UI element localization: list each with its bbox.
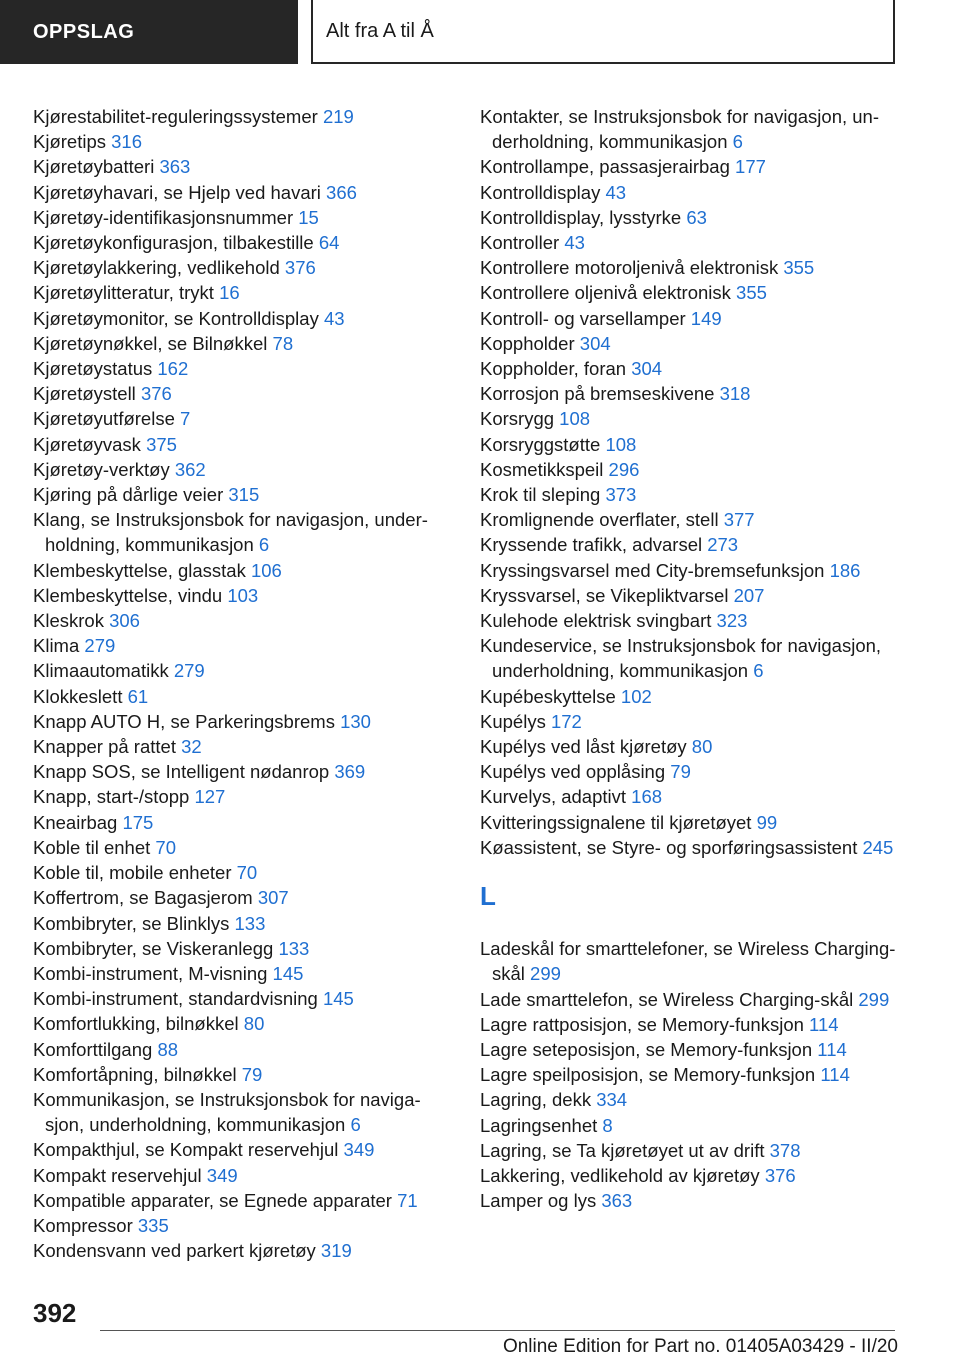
index-entry-page-link[interactable]: 376 bbox=[140, 383, 172, 405]
index-entry-term: Kontroller bbox=[480, 232, 560, 254]
index-entry-term: Kjøretøymonitor, se Kontrolldisplay bbox=[33, 307, 319, 329]
index-entry bbox=[33, 658, 453, 683]
index-entry bbox=[33, 1188, 453, 1213]
index-entry bbox=[33, 684, 453, 709]
index-entry bbox=[480, 331, 900, 356]
index-entry-page-link[interactable]: 127 bbox=[194, 786, 226, 808]
index-entry-term: Kjøretøylakkering, vedlikehold bbox=[33, 257, 280, 279]
index-entry bbox=[33, 1037, 453, 1062]
index-entry-page-link[interactable]: 133 bbox=[278, 937, 310, 959]
index-entry bbox=[33, 406, 453, 431]
index-entry-page-link[interactable]: 376 bbox=[284, 257, 316, 279]
index-letter-heading: L bbox=[480, 881, 496, 912]
index-entry bbox=[33, 986, 453, 1011]
index-entry-page-link[interactable]: 323 bbox=[716, 610, 748, 632]
index-entry bbox=[33, 961, 453, 986]
index-entry-page-link[interactable]: 335 bbox=[137, 1214, 169, 1236]
index-entry-page-link[interactable]: 80 bbox=[691, 736, 713, 758]
index-entry-page-link[interactable]: 103 bbox=[227, 584, 259, 606]
index-entry-page-link[interactable]: 373 bbox=[605, 484, 637, 506]
index-entry bbox=[33, 432, 453, 457]
index-entry bbox=[33, 734, 453, 759]
index-entry-term: Kontrollampe, passasjerairbag bbox=[480, 156, 730, 178]
index-entry-term: Kulehode elektrisk svingbart bbox=[480, 610, 712, 632]
index-entry-term: Komfortåpning, bilnøkkel bbox=[33, 1063, 237, 1085]
index-entry bbox=[480, 356, 900, 381]
index-entry-term: Kompakthjul, se Kompakt reservehjul bbox=[33, 1139, 339, 1161]
index-entry-page-link[interactable]: 108 bbox=[605, 433, 637, 455]
index-entry bbox=[33, 482, 453, 507]
index-entry-term: Korsryggstøtte bbox=[480, 433, 601, 455]
index-entry-term: Korrosjon på bremseskivene bbox=[480, 383, 715, 405]
index-entry bbox=[480, 306, 900, 331]
index-entry-page-link[interactable]: 349 bbox=[343, 1139, 375, 1161]
index-entry-term: Klima bbox=[33, 635, 80, 657]
index-entry-term: Koppholder bbox=[480, 332, 575, 354]
index-entry-page-link[interactable]: 149 bbox=[690, 307, 722, 329]
index-entry-term: Knapp, start-/stopp bbox=[33, 786, 190, 808]
index-entry-term: Kontakter, se Instruksjonsbok for navigasjon, underholdning, kommunikasjon bbox=[480, 106, 880, 153]
index-column-left bbox=[33, 104, 453, 1263]
index-entry bbox=[33, 1087, 453, 1137]
index-entry bbox=[480, 457, 900, 482]
index-entry bbox=[480, 180, 900, 205]
index-entry-page-link[interactable]: 79 bbox=[670, 761, 691, 783]
index-entry-page-link[interactable]: 162 bbox=[157, 358, 189, 380]
index-entry-page-link[interactable]: 70 bbox=[236, 862, 258, 884]
index-entry bbox=[480, 583, 900, 608]
index-entry-page-link[interactable]: 8 bbox=[602, 1114, 613, 1136]
index-entry-term: Kundeservice, se Instruksjonsbok for navigasjon, underholdning, kommunikasjon bbox=[480, 635, 882, 682]
index-entry-term: Kryssvarsel, se Vikepliktvarsel bbox=[480, 584, 729, 606]
index-entry-term: Kjøretøyvask bbox=[33, 433, 141, 455]
index-entry-page-link[interactable]: 306 bbox=[109, 610, 140, 632]
index-entry-page-link[interactable]: 378 bbox=[769, 1139, 801, 1161]
index-entry-term: Klang, se Instruksjonsbok for navigasjon, underholdning, kommunikasjon bbox=[33, 509, 428, 556]
index-entry bbox=[480, 1062, 900, 1087]
index-entry-term: Kryssingsvarsel med City-bremsefunksjon bbox=[480, 559, 825, 581]
index-entry-term: Koppholder, foran bbox=[480, 358, 627, 380]
index-entry-term: Lagring, dekk bbox=[480, 1089, 592, 1111]
index-entry-term: Komfortlukking, bilnøkkel bbox=[33, 1013, 239, 1035]
index-entry-term: Klimaautomatikk bbox=[33, 660, 169, 682]
index-entry bbox=[33, 280, 453, 305]
index-entry bbox=[33, 180, 453, 205]
index-entry bbox=[33, 356, 453, 381]
index-entry-page-link[interactable]: 79 bbox=[241, 1063, 263, 1085]
index-entry-term: Kjøretøykonfigurasjon, tilbakestille bbox=[33, 232, 314, 254]
index-entry-page-link[interactable]: 363 bbox=[601, 1190, 633, 1212]
index-entry-page-link[interactable]: 64 bbox=[318, 232, 340, 254]
index-entry-term: Lade smarttelefon, se Wireless Charging-skål bbox=[480, 988, 854, 1010]
section-tab: OPPSLAG bbox=[0, 0, 298, 64]
index-entry-page-link[interactable]: 207 bbox=[733, 584, 765, 606]
index-entry-term: Kvitteringssignalene til kjøretøyet bbox=[480, 811, 752, 833]
index-entry-page-link[interactable]: 7 bbox=[180, 408, 191, 430]
index-entry bbox=[480, 1163, 900, 1188]
index-entry-term: Kosmetikkspeil bbox=[480, 458, 604, 480]
index-entry-term: Kombi-instrument, M-visning bbox=[33, 962, 268, 984]
index-entry-term: Kontrolldisplay, lysstyrke bbox=[480, 206, 682, 228]
index-entry bbox=[480, 1037, 900, 1062]
index-entry-term: Kupébeskyttelse bbox=[480, 685, 616, 707]
index-entry-page-link[interactable]: 304 bbox=[631, 358, 663, 380]
index-entry-term: Kupélys ved opplåsing bbox=[480, 761, 666, 783]
index-entry-term: Knapper på rattet bbox=[33, 736, 176, 758]
index-entry-page-link[interactable]: 145 bbox=[272, 962, 304, 984]
index-entry-term: Lamper og lys bbox=[480, 1190, 597, 1212]
index-entry bbox=[33, 1011, 453, 1036]
index-entry-term: Klembeskyttelse, vindu bbox=[33, 584, 223, 606]
index-entry-term: Lakkering, vedlikehold av kjøretøy bbox=[480, 1164, 760, 1186]
index-entry-term: Lagring, se Ta kjøretøyet ut av drift bbox=[480, 1139, 765, 1161]
index-entry bbox=[33, 759, 453, 784]
index-entry-page-link[interactable]: 6 bbox=[258, 534, 270, 556]
index-entry-page-link[interactable]: 6 bbox=[732, 131, 743, 153]
index-entry-term: Lagre speilposisjon, se Memory-funksjon bbox=[480, 1064, 816, 1086]
index-entry-term: Kjøretips bbox=[33, 131, 106, 153]
index-entry-page-link[interactable]: 279 bbox=[173, 660, 205, 682]
index-entry-term: Ladeskål for smarttelefoner, se Wireless Charging-skål bbox=[480, 938, 896, 985]
index-entry bbox=[480, 532, 900, 557]
index-entry-term: Kompatible apparater, se Egnede apparater bbox=[33, 1189, 392, 1211]
index-entry bbox=[480, 784, 900, 809]
index-entry-page-link[interactable]: 376 bbox=[764, 1164, 796, 1186]
index-entry bbox=[480, 1113, 900, 1138]
index-entry bbox=[33, 255, 453, 280]
index-entry-page-link[interactable]: 375 bbox=[146, 433, 177, 455]
index-entry bbox=[33, 558, 453, 583]
index-entry-page-link[interactable]: 273 bbox=[707, 534, 739, 556]
index-entry-term: Kombi-instrument, standardvisning bbox=[33, 988, 318, 1010]
index-entry-term: Koffertrom, se Bagasjerom bbox=[33, 887, 253, 909]
index-entry bbox=[480, 709, 900, 734]
index-entry-page-link[interactable]: 6 bbox=[350, 1114, 361, 1136]
index-entry-page-link[interactable]: 219 bbox=[322, 106, 354, 127]
index-entry-page-link[interactable]: 130 bbox=[340, 710, 371, 732]
index-entry bbox=[480, 205, 900, 230]
index-entry bbox=[33, 885, 453, 910]
index-entry-page-link[interactable]: 99 bbox=[756, 811, 778, 833]
index-entry-page-link[interactable]: 299 bbox=[858, 988, 890, 1010]
index-entry-page-link[interactable]: 114 bbox=[809, 1013, 839, 1035]
index-entry-page-link[interactable]: 6 bbox=[753, 660, 764, 682]
index-entry bbox=[33, 810, 453, 835]
index-entry-term: Koble til, mobile enheter bbox=[33, 862, 232, 884]
index-entry-term: Kjøretøybatteri bbox=[33, 156, 155, 178]
index-entry bbox=[480, 558, 900, 583]
index-entry-term: Kjøretøyhavari, se Hjelp ved havari bbox=[33, 181, 321, 203]
index-entry-term: Kurvelys, adaptivt bbox=[480, 786, 627, 808]
index-entry-term: Kontrollere oljenivå elektronisk bbox=[480, 282, 731, 304]
index-entry-term: Kjøretøyutførelse bbox=[33, 408, 175, 430]
index-entry bbox=[33, 633, 453, 658]
index-entry-term: Kjøretøystatus bbox=[33, 358, 153, 380]
index-entry-term: Kontrolldisplay bbox=[480, 181, 601, 203]
index-entry bbox=[480, 759, 900, 784]
index-entry bbox=[480, 608, 900, 633]
index-entry-page-link[interactable]: 102 bbox=[620, 685, 652, 707]
index-entry bbox=[33, 1062, 453, 1087]
index-entry bbox=[480, 633, 900, 683]
index-entry bbox=[480, 1138, 900, 1163]
footer-edition: Online Edition for Part no. 01405A03429 - II/20 bbox=[502, 1336, 898, 1357]
index-entry bbox=[480, 432, 900, 457]
index-entry-page-link[interactable]: 114 bbox=[817, 1038, 847, 1060]
index-entry bbox=[480, 104, 900, 154]
index-entry-term: Køassistent, se Styre- og sporføringsassistent bbox=[480, 836, 858, 858]
index-entry-page-link[interactable]: 43 bbox=[605, 181, 627, 203]
index-entry bbox=[33, 709, 453, 734]
index-entry-page-link[interactable]: 319 bbox=[320, 1240, 352, 1262]
index-entry-term: Kompressor bbox=[33, 1214, 133, 1236]
index-entry-page-link[interactable]: 316 bbox=[111, 131, 143, 153]
index-entry bbox=[480, 255, 900, 280]
index-entry bbox=[33, 583, 453, 608]
index-entry-page-link[interactable]: 175 bbox=[122, 811, 154, 833]
index-entry-page-link[interactable]: 349 bbox=[206, 1164, 238, 1186]
index-entry-term: Knapp SOS, se Intelligent nødanrop bbox=[33, 761, 330, 783]
index-entry bbox=[480, 154, 900, 179]
index-entry bbox=[480, 230, 900, 255]
index-entry bbox=[480, 280, 900, 305]
index-entry-page-link[interactable]: 15 bbox=[298, 206, 319, 228]
index-entry-term: Kupélys ved låst kjøretøy bbox=[480, 736, 687, 758]
index-entry-term: Kjørestabilitet-reguleringssystemer bbox=[33, 106, 318, 127]
footer-divider bbox=[100, 1330, 895, 1331]
index-entry-page-link[interactable]: 369 bbox=[334, 761, 366, 783]
index-entry-page-link[interactable]: 296 bbox=[608, 458, 640, 480]
index-entry bbox=[480, 406, 900, 431]
chapter-title: Alt fra A til Å bbox=[311, 0, 895, 64]
page-number: 392 bbox=[33, 1298, 77, 1328]
index-entry-page-link[interactable]: 245 bbox=[862, 836, 894, 858]
index-entry-term: Kontroll- og varsellamper bbox=[480, 307, 686, 329]
index-entry-page-link[interactable]: 106 bbox=[250, 559, 282, 581]
index-entry bbox=[480, 482, 900, 507]
index-entry bbox=[480, 810, 900, 835]
index-entry bbox=[33, 936, 453, 961]
index-entry bbox=[33, 911, 453, 936]
index-entry-page-link[interactable]: 108 bbox=[559, 408, 591, 430]
index-entry-term: Krok til sleping bbox=[480, 484, 601, 506]
index-entry-term: Kjøretøynøkkel, se Bilnøkkel bbox=[33, 332, 268, 354]
index-entry-page-link[interactable]: 355 bbox=[783, 257, 815, 279]
index-entry-term: Kjøretøy-identifikasjonsnummer bbox=[33, 206, 294, 228]
index-entry bbox=[33, 860, 453, 885]
index-entry-page-link[interactable]: 299 bbox=[530, 963, 561, 985]
index-entry bbox=[33, 331, 453, 356]
index-entry-page-link[interactable]: 43 bbox=[323, 307, 345, 329]
index-entry bbox=[33, 381, 453, 406]
index-entry-term: Kjøretøy-verktøy bbox=[33, 458, 170, 480]
index-entry-term: Kombibryter, se Viskeranlegg bbox=[33, 937, 274, 959]
index-entry-term: Kompakt reservehjul bbox=[33, 1164, 202, 1186]
index-entry bbox=[33, 129, 453, 154]
index-entry-term: Kontrollere motoroljenivå elektronisk bbox=[480, 257, 779, 279]
index-entry-term: Korsrygg bbox=[480, 408, 555, 430]
index-entry-term: Kneairbag bbox=[33, 811, 118, 833]
index-entry-page-link[interactable]: 114 bbox=[820, 1064, 850, 1086]
index-entry-page-link[interactable]: 61 bbox=[127, 685, 149, 707]
index-entry bbox=[33, 1163, 453, 1188]
index-entry-page-link[interactable]: 145 bbox=[322, 988, 354, 1010]
index-entry bbox=[33, 1238, 453, 1263]
index-entry bbox=[33, 154, 453, 179]
index-entry bbox=[33, 784, 453, 809]
index-entry bbox=[33, 1137, 453, 1162]
index-entry-page-link[interactable]: 168 bbox=[631, 786, 663, 808]
index-entry-term: Lagre rattposisjon, se Memory-funksjon bbox=[480, 1013, 804, 1035]
index-entry-term: Kondensvann ved parkert kjøretøy bbox=[33, 1240, 316, 1262]
index-entry-page-link[interactable]: 279 bbox=[84, 635, 116, 657]
index-entry-page-link[interactable]: 177 bbox=[735, 156, 766, 178]
index-entry-page-link[interactable]: 80 bbox=[243, 1013, 265, 1035]
index-entry-term: Knapp AUTO H, se Parkeringsbrems bbox=[33, 710, 335, 732]
index-entry-term: Kupélys bbox=[480, 710, 546, 732]
index-entry-page-link[interactable]: 355 bbox=[736, 282, 767, 304]
index-entry-term: Kromlignende overflater, stell bbox=[480, 509, 719, 531]
index-entry-term: Kommunikasjon, se Instruksjonsbok for navigasjon, underholdning, kommunikasjon bbox=[33, 1088, 421, 1136]
index-entry-page-link[interactable]: 363 bbox=[159, 156, 191, 178]
index-entry-term: Komforttilgang bbox=[33, 1038, 153, 1060]
index-entry-term: Lagre seteposisjon, se Memory-funksjon bbox=[480, 1038, 813, 1060]
index-entry-page-link[interactable]: 133 bbox=[234, 912, 266, 934]
index-entry-page-link[interactable]: 32 bbox=[181, 736, 202, 758]
index-entry bbox=[480, 1012, 900, 1037]
index-entry-term: Kombibryter, se Blinklys bbox=[33, 912, 230, 934]
index-entry bbox=[480, 987, 900, 1012]
index-entry-page-link[interactable]: 307 bbox=[257, 887, 289, 909]
index-entry-page-link[interactable]: 304 bbox=[579, 332, 611, 354]
index-entry bbox=[480, 684, 900, 709]
index-entry-page-link[interactable]: 88 bbox=[157, 1038, 179, 1060]
index-entry-page-link[interactable]: 186 bbox=[829, 559, 861, 581]
index-entry-term: Kjøring på dårlige veier bbox=[33, 484, 224, 506]
index-entry bbox=[33, 835, 453, 860]
index-entry bbox=[480, 936, 900, 986]
index-entry-term: Klokkeslett bbox=[33, 685, 123, 707]
index-entry-term: Kleskrok bbox=[33, 610, 104, 632]
index-entry bbox=[33, 205, 453, 230]
index-entry-page-link[interactable]: 315 bbox=[228, 484, 260, 506]
index-entry bbox=[33, 608, 453, 633]
index-entry-term: Koble til enhet bbox=[33, 836, 151, 858]
index-entry bbox=[480, 734, 900, 759]
index-entry-page-link[interactable]: 70 bbox=[155, 836, 176, 858]
index-column-right bbox=[480, 104, 900, 1213]
index-entry bbox=[480, 507, 900, 532]
index-entry-page-link[interactable]: 71 bbox=[397, 1189, 418, 1211]
index-entry bbox=[33, 507, 453, 557]
index-entry-page-link[interactable]: 78 bbox=[272, 332, 294, 354]
index-entry bbox=[33, 104, 453, 129]
index-entry-page-link[interactable]: 16 bbox=[219, 282, 240, 304]
index-entry bbox=[480, 835, 900, 860]
index-entry-term: Kjøretøystell bbox=[33, 383, 136, 405]
index-entry-page-link[interactable]: 377 bbox=[723, 509, 755, 531]
index-entry-page-link[interactable]: 172 bbox=[550, 710, 582, 732]
index-entry-term: Lagringsenhet bbox=[480, 1114, 598, 1136]
index-entry bbox=[480, 1087, 900, 1112]
index-entry bbox=[33, 230, 453, 255]
index-entry-page-link[interactable]: 63 bbox=[686, 206, 707, 228]
index-entry-page-link[interactable]: 362 bbox=[174, 458, 206, 480]
index-entry bbox=[33, 457, 453, 482]
index-entry bbox=[480, 1188, 900, 1213]
index-entry-term: Klembeskyttelse, glasstak bbox=[33, 559, 246, 581]
index-entry-term: Kryssende trafikk, advarsel bbox=[480, 534, 703, 556]
index-entry bbox=[33, 306, 453, 331]
index-entry-page-link[interactable]: 334 bbox=[596, 1089, 628, 1111]
index-entry-page-link[interactable]: 43 bbox=[564, 232, 585, 254]
index-entry-page-link[interactable]: 318 bbox=[719, 383, 751, 405]
index-entry bbox=[33, 1213, 453, 1238]
index-entry-page-link[interactable]: 366 bbox=[326, 181, 357, 203]
index-entry-term: Kjøretøylitteratur, trykt bbox=[33, 282, 214, 304]
index-entry bbox=[480, 381, 900, 406]
page-header bbox=[0, 0, 960, 66]
